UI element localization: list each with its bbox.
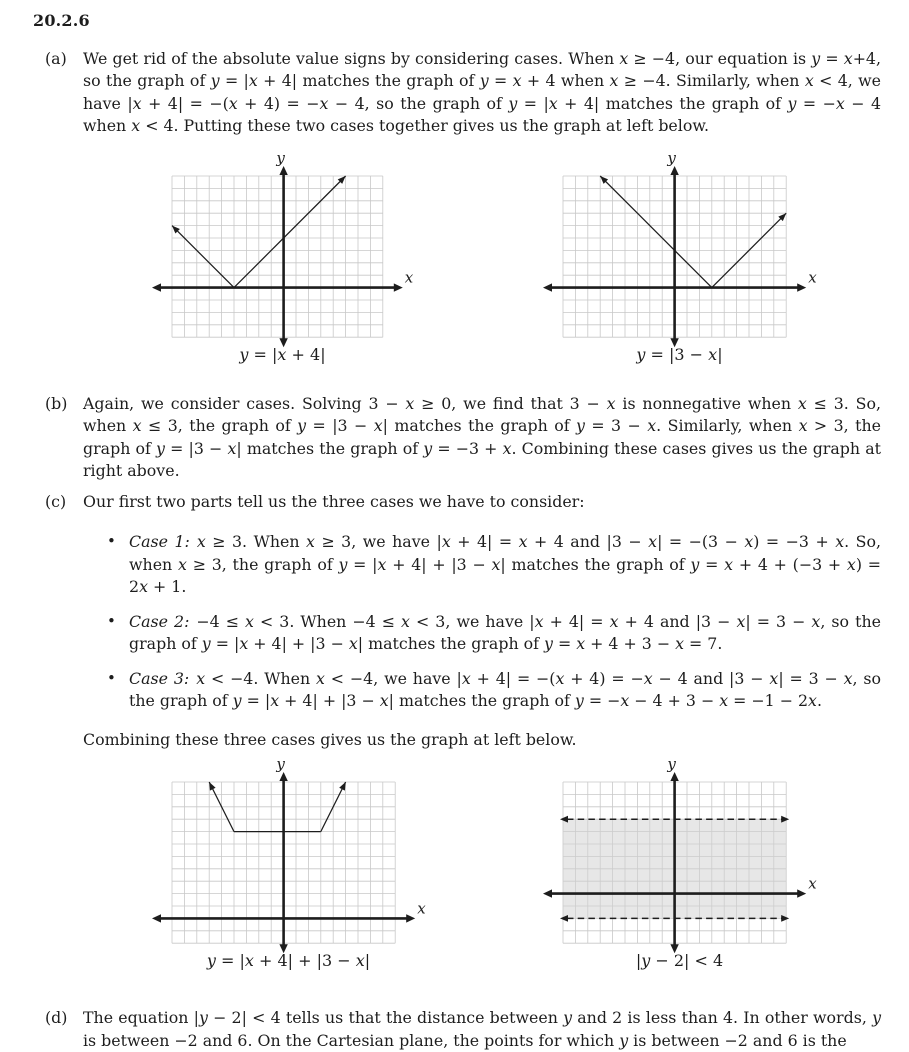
svg-text:x: x [808, 268, 817, 287]
part-b-text: Again, we consider cases. Solving 3 − x ≥ 0, we find that 3 − x is nonnegative when x ≤ 3. So, when x ≤ 3, the graph of y = |3 − x| matches the graph of y = 3 − x. Similarly, when x > 3, the graph of y = |3 − x| matches the graph of y = −3 + x. Combining these cases gives us the graph at right above. [83, 393, 881, 480]
svg-text:y: y [667, 755, 676, 773]
graph-y-abs-sum [148, 752, 429, 955]
part-c [33, 491, 881, 514]
graph-caption-1: y = |x + 4| [239, 344, 326, 364]
graph-row-bottom [148, 752, 881, 971]
bullet-icon: • [107, 611, 116, 630]
svg-text:y: y [276, 755, 285, 773]
svg-text:y: y [667, 148, 676, 167]
graph-caption-4: |y − 2| < 4 [635, 951, 724, 970]
figure-y-abs-3-minus-x [539, 146, 820, 365]
part-d [33, 1007, 881, 1052]
case-item: • Case 1: x ≥ 3. When x ≥ 3, we have |x + 4| = x + 4 and |3 − x| = −(3 − x) = −3 + x. So, when x ≥ 3, the graph of y = |x + 4| + |3 − x| matches the graph of y = x + 4 + (−3 + x) = 2x + 1. [107, 532, 881, 596]
figure-y-abs-x-plus-4 [148, 146, 417, 365]
figure-y-abs-sum [148, 752, 429, 971]
case-item: • Case 2: −4 ≤ x < 3. When −4 ≤ x < 3, we have |x + 4| = x + 4 and |3 − x| = 3 − x, so the graph of y = |x + 4| + |3 − x| matches the graph of y = x + 4 + 3 − x = 7. [107, 611, 881, 653]
part-b [33, 393, 881, 483]
part-a-label: (a) [45, 48, 67, 68]
part-b-label: (b) [45, 393, 68, 413]
part-a-text: We get rid of the absolute value signs by considering cases. When x ≥ −4, our equation is y = x+4, so the graph of y = |x + 4| matches the graph of y = x + 4 when x ≥ −4. Similarly, when x < 4, we have |x + 4| = −(x + 4) = −x − 4, so the graph of y = |x + 4| matches the graph of y = −x − 4 when x < 4. Putting these two cases together gives us the graph at left below. [83, 48, 882, 135]
case-label: Case 1: [129, 532, 190, 551]
graph-y-abs-x-plus-4 [148, 146, 417, 349]
problem-number: 20.2.6 [33, 11, 90, 30]
part-d-label: (d) [45, 1008, 68, 1027]
bullet-icon: • [107, 532, 116, 550]
case-label: Case 3: [129, 668, 190, 688]
closing-text: Combining these three cases gives us the graph at left below. [83, 729, 577, 749]
svg-text:x: x [404, 268, 414, 287]
case-label: Case 2: [129, 611, 190, 631]
graph-caption-3: y = |x + 4| + |3 − x| [206, 951, 371, 970]
part-c-text: Our first two parts tell us the three cases we have to consider: [83, 491, 585, 511]
svg-text:x: x [808, 874, 817, 893]
graph-region-abs-y-minus-2-lt-4 [539, 752, 820, 955]
figure-region-band [539, 752, 820, 971]
case-item: • Case 3: x < −4. When x < −4, we have |x + 4| = −(x + 4) = −x − 4 and |3 − x| = 3 − x, so the graph of y = |x + 4| + |3 − x| matches the graph of y = −x − 4 + 3 − x = −1 − 2x. [107, 668, 882, 710]
graph-caption-2: y = |3 − x| [636, 344, 723, 364]
part-c-label: (c) [45, 491, 67, 511]
bullet-icon: • [107, 668, 116, 687]
svg-text:y: y [276, 148, 285, 167]
part-d-text: The equation |y − 2| < 4 tells us that the distance between y and 2 is less than 4. In other words, y is between −2 and 6. On the Cartesian plane, the points for which y is between −2 and 6 is the [83, 1008, 881, 1050]
part-a [33, 48, 881, 138]
graph-row-top [148, 146, 881, 365]
graph-y-abs-3-minus-x [539, 146, 820, 349]
svg-text:x: x [417, 899, 426, 918]
case-list [33, 531, 881, 713]
